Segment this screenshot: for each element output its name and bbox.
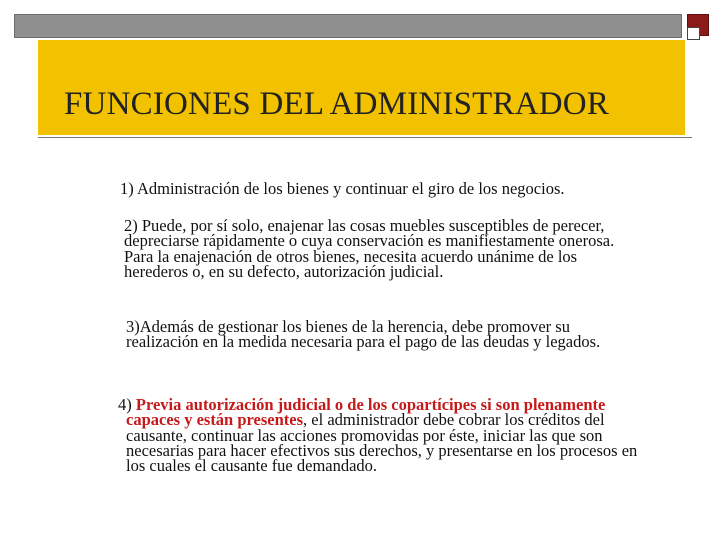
item-4-highlight: Previa autorización judicial o de los copartícipes si son plenamente capaces y están presentes (126, 395, 606, 430)
item-3: 3)Además de gestionar los bienes de la herencia, debe promover su realización en la medida necesaria para el pago de las deudas y legados. (126, 317, 601, 352)
item-4-rest: , el administrador debe cobrar los créditos del causante, continuar las acciones promovidas por éste, iniciar las que son necesarias para hacer efectivos sus derechos, y presentarse en los procesos en los cuales el causante fue demandado. (126, 410, 638, 476)
item-2: 2) Puede, por sí solo, enajenar las cosas muebles susceptibles de perecer, depreciarse rápidamente o cuya conservación es manifiestamente onerosa. Para la enajenación de otros bienes, necesita acuerdo unánime de los herederos o, en su defecto, autorización judicial. (124, 216, 615, 281)
item-1: 1) Administración de los bienes y continuar el giro de los negocios. (120, 179, 565, 198)
item-4 (118, 395, 646, 476)
small-outline-square (687, 27, 700, 40)
slide-title: FUNCIONES DEL ADMINISTRADOR (64, 86, 610, 122)
title-divider (38, 137, 692, 138)
top-decorative-bar (14, 14, 682, 38)
item-4-prefix: 4) (118, 395, 136, 414)
